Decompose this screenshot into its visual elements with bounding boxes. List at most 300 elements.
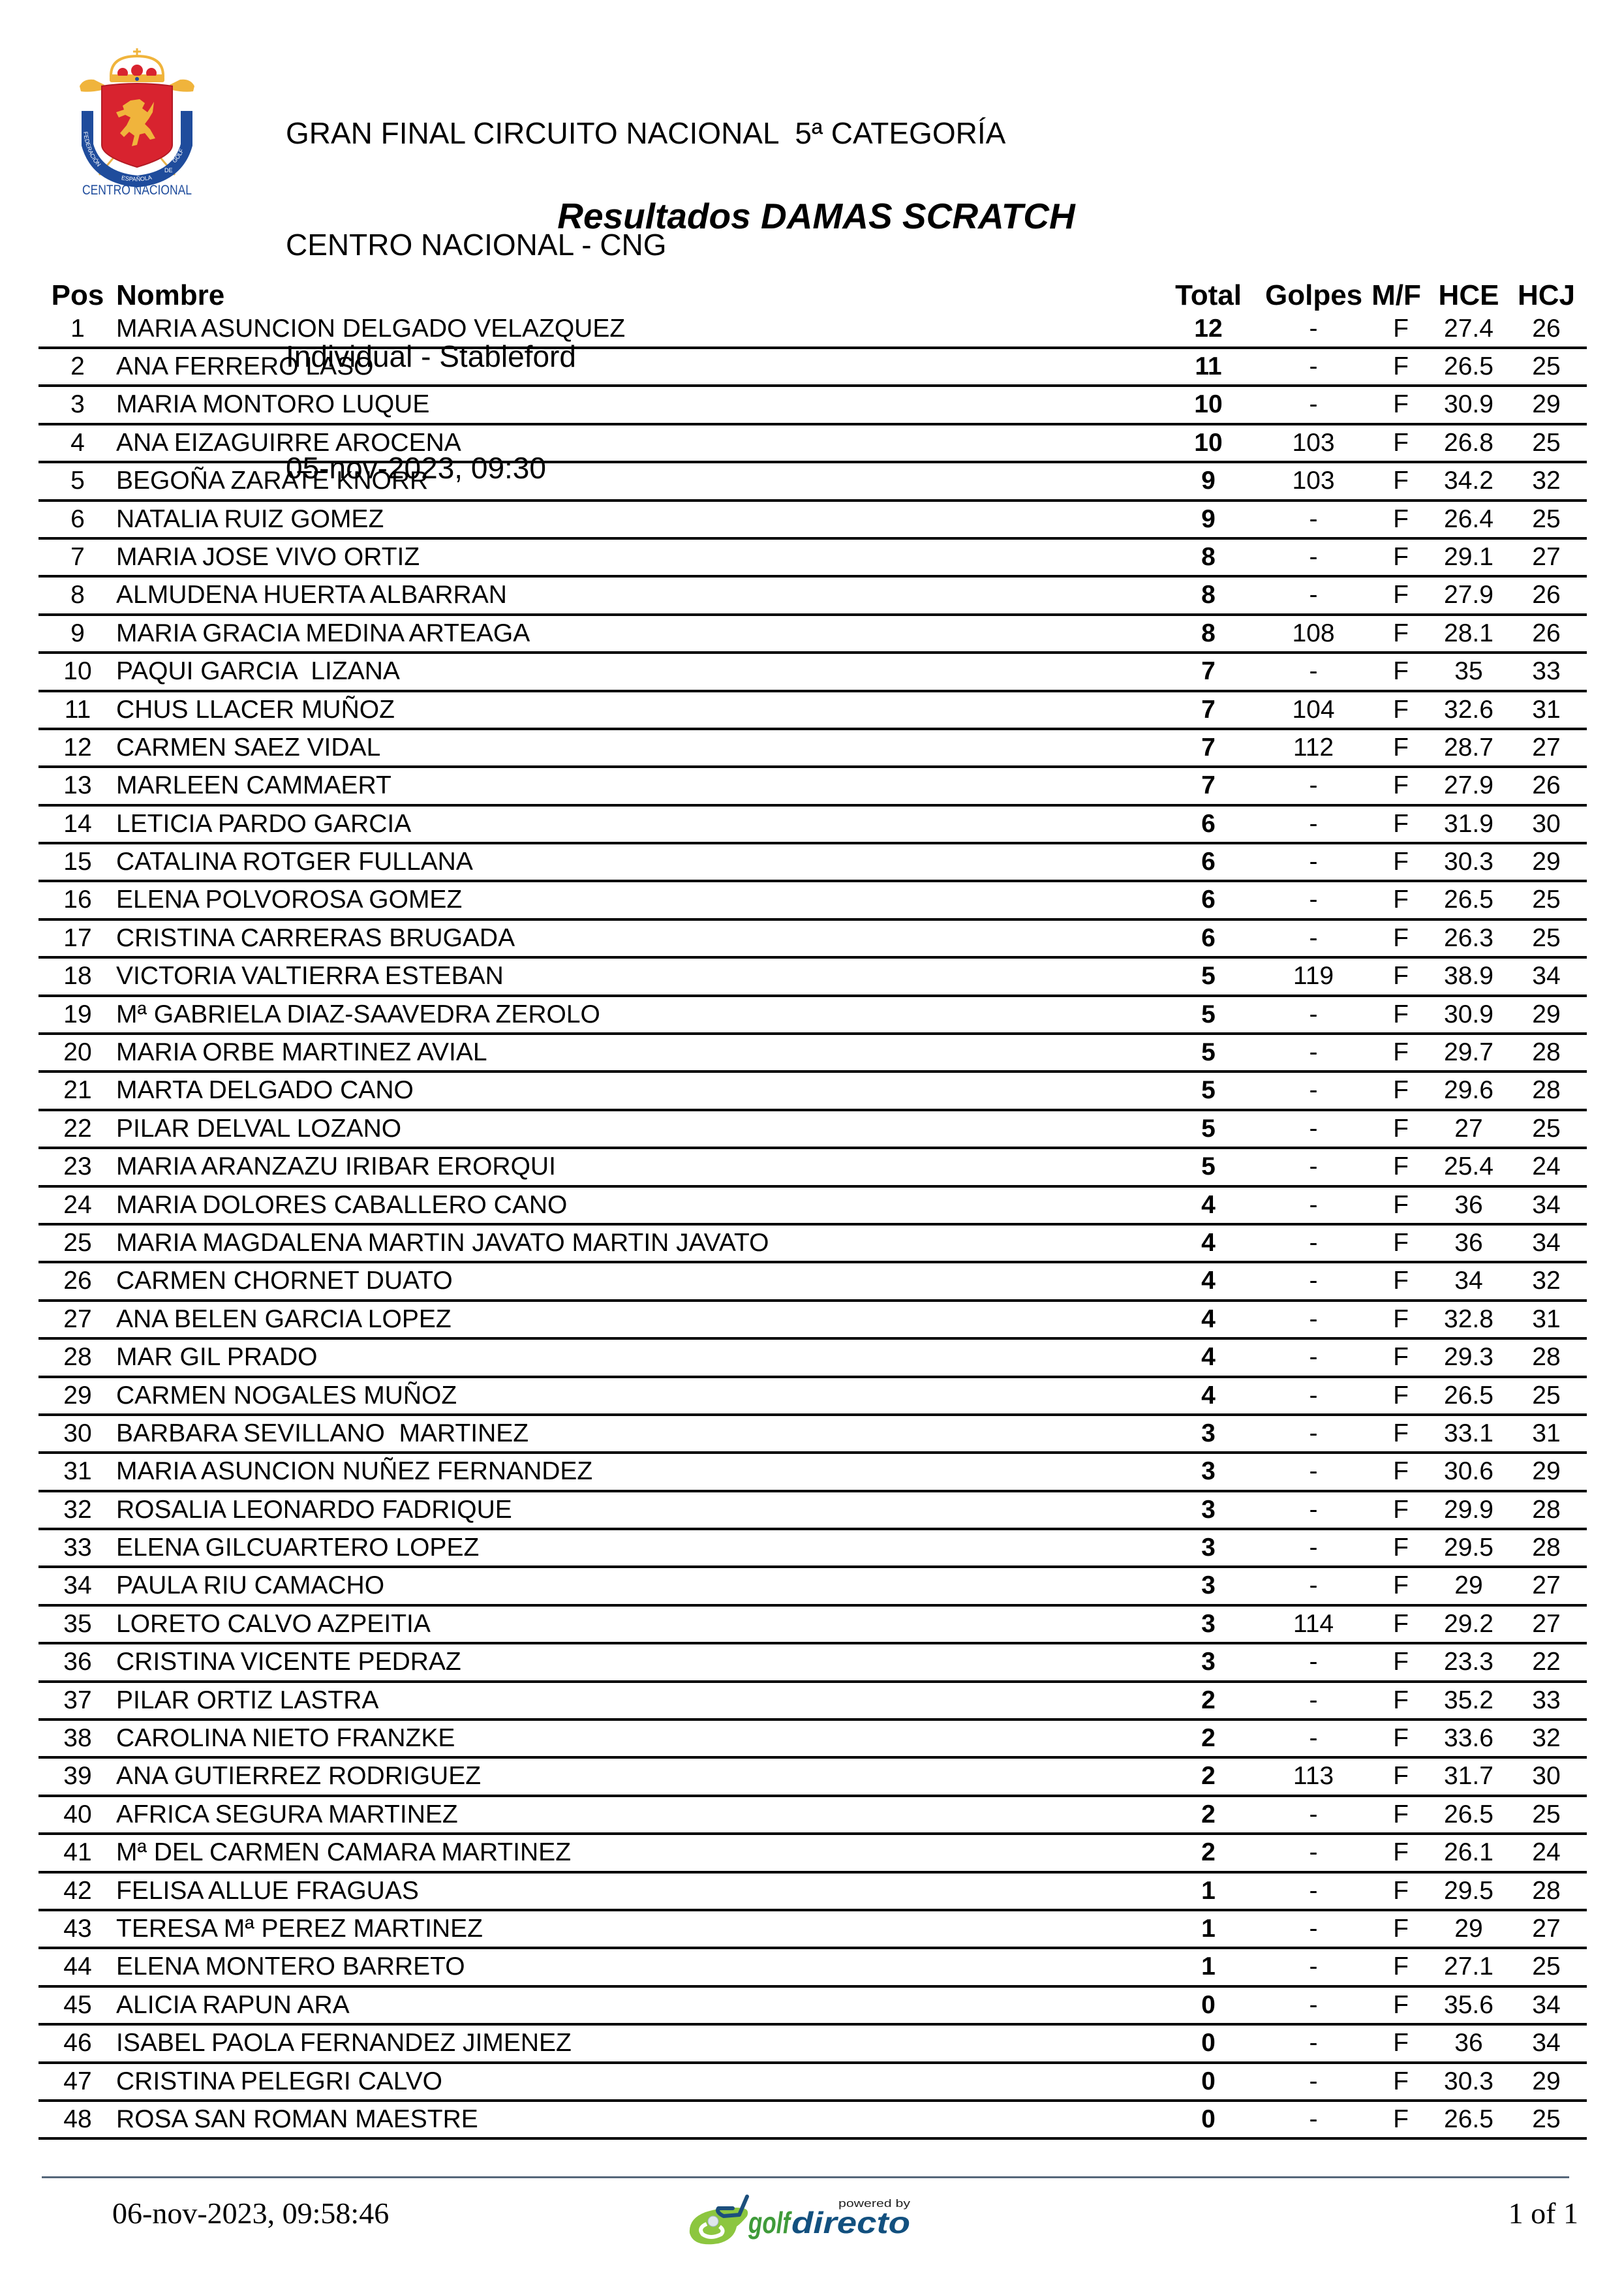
cell-total: 3 (1201, 1457, 1216, 1486)
cell-pos: 3 (70, 390, 85, 419)
table-row (38, 1378, 1587, 1416)
cell-total: 6 (1201, 886, 1216, 914)
cell-name: MAR GIL PRADO (116, 1343, 318, 1372)
cell-total: 6 (1201, 923, 1216, 952)
cell-pos: 20 (63, 1038, 92, 1067)
cell-hcj: 29 (1532, 390, 1561, 419)
cell-golpes: - (1309, 923, 1318, 952)
cell-hce: 26.5 (1444, 1800, 1494, 1828)
cell-hce: 29.3 (1444, 1343, 1494, 1372)
cell-hce: 36 (1454, 1190, 1483, 1219)
cell-golpes: - (1309, 1534, 1318, 1562)
cell-mf: F (1393, 657, 1409, 686)
cell-golpes: - (1309, 1114, 1318, 1143)
cell-hce: 29 (1454, 1571, 1483, 1600)
cell-golpes: - (1309, 771, 1318, 800)
cell-hcj: 27 (1532, 733, 1561, 762)
table-header (38, 277, 1587, 314)
crown-icon (110, 48, 164, 82)
cell-golpes: - (1309, 1038, 1318, 1067)
cell-name: MARIA JOSE VIVO ORTIZ (116, 542, 420, 571)
cell-mf: F (1393, 1304, 1409, 1333)
cell-hce: 29.5 (1444, 1876, 1494, 1905)
cell-hce: 27.4 (1444, 314, 1494, 343)
cell-mf: F (1393, 390, 1409, 419)
cell-pos: 43 (63, 1915, 92, 1943)
cell-name: MARIA ORBE MARTINEZ AVIAL (116, 1038, 487, 1067)
cell-hce: 35.2 (1444, 1686, 1494, 1714)
col-header-mf: M/F (1371, 279, 1421, 311)
cell-pos: 47 (63, 2067, 92, 2095)
cell-mf: F (1393, 314, 1409, 343)
cell-pos: 17 (63, 923, 92, 952)
cell-name: CARMEN SAEZ VIDAL (116, 733, 381, 762)
cell-name: MARLEEN CAMMAERT (116, 771, 391, 800)
cell-hcj: 26 (1532, 771, 1561, 800)
powered-by-label: powered by (838, 2197, 911, 2210)
cell-hcj: 25 (1532, 886, 1561, 914)
page-title: Resultados DAMAS SCRATCH (557, 196, 1075, 236)
cell-total: 5 (1201, 1114, 1216, 1143)
game-format: Individual - Stableford (286, 339, 576, 373)
cell-name: MARIA MONTORO LUQUE (116, 390, 430, 419)
table-row (38, 1416, 1587, 1454)
cell-total: 4 (1201, 1228, 1216, 1257)
brand-directo: directo (791, 2206, 910, 2240)
cell-pos: 9 (70, 619, 85, 647)
cell-mf: F (1393, 1571, 1409, 1600)
cell-hcj: 31 (1532, 1419, 1561, 1447)
table-row (38, 654, 1587, 692)
table-row (38, 882, 1587, 920)
cell-hce: 36 (1454, 1228, 1483, 1257)
cell-hcj: 30 (1532, 1762, 1561, 1791)
col-header-hcj: HCJ (1517, 279, 1576, 311)
cell-pos: 33 (63, 1534, 92, 1562)
cell-total: 7 (1201, 695, 1216, 724)
cell-pos: 24 (63, 1190, 92, 1219)
cell-mf: F (1393, 1152, 1409, 1181)
cell-pos: 21 (63, 1076, 92, 1105)
cell-hce: 26.5 (1444, 886, 1494, 914)
cell-hce: 26.3 (1444, 923, 1494, 952)
cell-total: 8 (1201, 542, 1216, 571)
cell-golpes: - (1309, 1838, 1318, 1867)
golf-ball-icon (708, 2216, 718, 2227)
cell-hce: 29.2 (1444, 1609, 1494, 1638)
table-row (38, 692, 1587, 730)
cell-golpes: - (1309, 886, 1318, 914)
cell-pos: 8 (70, 581, 85, 609)
printed-timestamp: 06-nov-2023, 09:58:46 (112, 2197, 390, 2230)
cell-total: 3 (1201, 1495, 1216, 1524)
cell-pos: 30 (63, 1419, 92, 1447)
cell-hcj: 28 (1532, 1076, 1561, 1105)
table-row (38, 425, 1587, 463)
cell-golpes: - (1309, 352, 1318, 380)
cell-total: 0 (1201, 2105, 1216, 2133)
cell-mf: F (1393, 1381, 1409, 1410)
cell-total: 0 (1201, 1990, 1216, 2019)
cell-hce: 38.9 (1444, 962, 1494, 991)
cell-golpes: - (1309, 2105, 1318, 2133)
cell-mf: F (1393, 1838, 1409, 1867)
table-row (38, 1988, 1587, 2026)
cell-pos: 22 (63, 1114, 92, 1143)
table-row (38, 1149, 1587, 1187)
cell-hcj: 24 (1532, 1152, 1561, 1181)
cell-name: PILAR DELVAL LOZANO (116, 1114, 402, 1143)
cell-total: 1 (1201, 1915, 1216, 1943)
cell-pos: 18 (63, 962, 92, 991)
cell-hcj: 34 (1532, 1190, 1561, 1219)
col-header-name: Nombre (116, 279, 225, 311)
table-row (38, 1492, 1587, 1530)
cell-golpes: - (1309, 1648, 1318, 1676)
cell-hcj: 29 (1532, 1457, 1561, 1486)
table-row (38, 1835, 1587, 1873)
cell-mf: F (1393, 1952, 1409, 1981)
cell-total: 2 (1201, 1838, 1216, 1867)
table-row (38, 578, 1587, 615)
cell-name: ISABEL PAOLA FERNANDEZ JIMENEZ (116, 2029, 572, 2058)
cell-name: Mª GABRIELA DIAZ-SAAVEDRA ZEROLO (116, 1000, 600, 1028)
cell-hcj: 26 (1532, 619, 1561, 647)
golfdirecto-logo (687, 2193, 912, 2247)
col-header-total: Total (1175, 279, 1242, 311)
cell-hcj: 27 (1532, 1609, 1561, 1638)
table-row (38, 997, 1587, 1035)
cell-pos: 26 (63, 1267, 92, 1295)
cell-name: MARIA ARANZAZU IRIBAR ERORQUI (116, 1152, 556, 1181)
ribbon-text-right: GOLF (171, 147, 185, 164)
cell-total: 5 (1201, 1000, 1216, 1028)
event-name: GRAN FINAL CIRCUITO NACIONAL 5ª CATEGORÍA (286, 116, 1006, 150)
cell-pos: 7 (70, 542, 85, 571)
cell-golpes: 112 (1293, 733, 1334, 762)
cell-hcj: 24 (1532, 1838, 1561, 1867)
footer-divider (42, 2176, 1569, 2178)
cell-hce: 36 (1454, 2029, 1483, 2058)
cell-mf: F (1393, 1648, 1409, 1676)
cell-total: 4 (1201, 1381, 1216, 1410)
cell-hce: 26.1 (1444, 1838, 1494, 1867)
table-row (38, 959, 1587, 996)
cell-golpes: - (1309, 1190, 1318, 1219)
cell-total: 0 (1201, 2029, 1216, 2058)
cell-mf: F (1393, 1190, 1409, 1219)
cell-name: ALICIA RAPUN ARA (116, 1990, 350, 2019)
cell-total: 5 (1201, 1152, 1216, 1181)
cell-name: ROSALIA LEONARDO FADRIQUE (116, 1495, 512, 1524)
cell-mf: F (1393, 1724, 1409, 1753)
cell-mf: F (1393, 1762, 1409, 1791)
cell-golpes: - (1309, 1800, 1318, 1828)
cell-mf: F (1393, 848, 1409, 876)
cell-hce: 26.5 (1444, 1381, 1494, 1410)
table-row (38, 502, 1587, 540)
table-row (38, 2102, 1587, 2140)
cell-name: VICTORIA VALTIERRA ESTEBAN (116, 962, 504, 991)
cell-hcj: 25 (1532, 923, 1561, 952)
cell-total: 1 (1201, 1876, 1216, 1905)
cell-hce: 32.6 (1444, 695, 1494, 724)
cell-total: 12 (1194, 314, 1223, 343)
cell-mf: F (1393, 923, 1409, 952)
cell-name: CRISTINA VICENTE PEDRAZ (116, 1648, 461, 1676)
cell-golpes: - (1309, 314, 1318, 343)
cell-pos: 39 (63, 1762, 92, 1791)
cell-mf: F (1393, 733, 1409, 762)
table-row (38, 2064, 1587, 2102)
cell-name: CHUS LLACER MUÑOZ (116, 695, 395, 724)
cell-total: 10 (1194, 390, 1223, 419)
cell-mf: F (1393, 1228, 1409, 1257)
cell-total: 3 (1201, 1571, 1216, 1600)
cell-hcj: 32 (1532, 467, 1561, 495)
cell-hcj: 27 (1532, 542, 1561, 571)
cell-total: 2 (1201, 1686, 1216, 1714)
cell-total: 3 (1201, 1534, 1216, 1562)
cell-name: MARIA ASUNCION DELGADO VELAZQUEZ (116, 314, 626, 343)
cell-pos: 41 (63, 1838, 92, 1867)
cell-name: LORETO CALVO AZPEITIA (116, 1609, 431, 1638)
cell-hce: 23.3 (1444, 1648, 1494, 1676)
cell-hce: 30.3 (1444, 2067, 1494, 2095)
ribbon-text-bottom: ESPAÑOLA (121, 174, 153, 183)
table-row (38, 1721, 1587, 1759)
table-row (38, 1226, 1587, 1263)
cell-total: 11 (1195, 352, 1222, 380)
ribbon-text-de: DE (164, 167, 173, 174)
cell-pos: 25 (63, 1228, 92, 1257)
cell-pos: 12 (63, 733, 92, 762)
cell-golpes: - (1309, 1304, 1318, 1333)
cell-pos: 38 (63, 1724, 92, 1753)
cell-hcj: 33 (1532, 1686, 1561, 1714)
venue: CENTRO NACIONAL - CNG (286, 228, 667, 262)
cell-hcj: 25 (1532, 2105, 1561, 2133)
cell-mf: F (1393, 467, 1409, 495)
cell-mf: F (1393, 1876, 1409, 1905)
cell-hce: 35.6 (1444, 1990, 1494, 2019)
col-header-golpes: Golpes (1265, 279, 1363, 311)
cell-hce: 29.1 (1444, 542, 1494, 571)
cell-golpes: - (1309, 390, 1318, 419)
cell-hce: 27.9 (1444, 581, 1494, 609)
cell-total: 6 (1201, 809, 1216, 838)
cell-total: 3 (1201, 1609, 1216, 1638)
cell-total: 7 (1201, 733, 1216, 762)
cell-pos: 34 (63, 1571, 92, 1600)
cell-hce: 29.7 (1444, 1038, 1494, 1067)
cell-mf: F (1393, 1990, 1409, 2019)
cell-name: Mª DEL CARMEN CAMARA MARTINEZ (116, 1838, 572, 1867)
cell-hcj: 28 (1532, 1534, 1561, 1562)
cell-mf: F (1393, 619, 1409, 647)
cell-golpes: - (1309, 1915, 1318, 1943)
cell-golpes: - (1309, 504, 1318, 533)
cell-pos: 46 (63, 2029, 92, 2058)
cell-hcj: 31 (1532, 1304, 1561, 1333)
cell-hcj: 32 (1532, 1724, 1561, 1753)
cell-golpes: - (1309, 581, 1318, 609)
cell-mf: F (1393, 1038, 1409, 1067)
table-row (38, 616, 1587, 654)
cell-hce: 29 (1454, 1915, 1483, 1943)
cell-name: MARIA GRACIA MEDINA ARTEAGA (116, 619, 530, 647)
table-row (38, 1949, 1587, 1987)
cell-hcj: 25 (1532, 1114, 1561, 1143)
cell-golpes: - (1309, 809, 1318, 838)
cell-hcj: 25 (1532, 428, 1561, 457)
table-row (38, 1530, 1587, 1568)
cell-name: MARIA MAGDALENA MARTIN JAVATO MARTIN JAVATO (116, 1228, 769, 1257)
cell-hce: 27.9 (1444, 771, 1494, 800)
cell-hce: 28.7 (1444, 733, 1494, 762)
cell-mf: F (1393, 1343, 1409, 1372)
cell-golpes: - (1309, 1267, 1318, 1295)
cell-golpes: - (1309, 2029, 1318, 2058)
page-number: 1 of 1 (1508, 2197, 1578, 2230)
cell-hcj: 28 (1532, 1038, 1561, 1067)
cell-mf: F (1393, 428, 1409, 457)
cell-name: ANA FERRERO LASO (116, 352, 374, 380)
cell-total: 7 (1201, 657, 1216, 686)
cell-hcj: 29 (1532, 2067, 1561, 2095)
table-row (38, 1302, 1587, 1340)
cell-hcj: 30 (1532, 809, 1561, 838)
cell-golpes: - (1309, 1419, 1318, 1447)
cell-pos: 11 (64, 695, 91, 724)
table-row (38, 1644, 1587, 1682)
cell-total: 0 (1201, 2067, 1216, 2095)
cell-hce: 26.5 (1444, 2105, 1494, 2133)
cell-total: 8 (1201, 619, 1216, 647)
cell-mf: F (1393, 1000, 1409, 1028)
cell-hce: 26.4 (1444, 504, 1494, 533)
cell-pos: 36 (63, 1648, 92, 1676)
cell-mf: F (1393, 1495, 1409, 1524)
cell-mf: F (1393, 581, 1409, 609)
cell-total: 9 (1201, 504, 1216, 533)
cell-hce: 34 (1454, 1267, 1483, 1295)
table-row (38, 540, 1587, 578)
cell-pos: 19 (63, 1000, 92, 1028)
table-row (38, 844, 1587, 882)
cell-hce: 27 (1454, 1114, 1483, 1143)
cell-name: MARIA DOLORES CABALLERO CANO (116, 1190, 568, 1219)
cell-name: PILAR ORTIZ LASTRA (116, 1686, 379, 1714)
cell-golpes: - (1309, 1952, 1318, 1981)
ribbon-text-left: FEDERACIÓN (82, 131, 102, 168)
cell-hce: 33.1 (1444, 1419, 1494, 1447)
cell-hcj: 22 (1532, 1648, 1561, 1676)
crest-caption: CENTRO NACIONAL (82, 183, 192, 197)
cell-golpes: - (1309, 1686, 1318, 1714)
cell-name: CARMEN CHORNET DUATO (116, 1267, 453, 1295)
table-row (38, 807, 1587, 844)
cell-name: CRISTINA CARRERAS BRUGADA (116, 923, 515, 952)
cell-total: 3 (1201, 1648, 1216, 1676)
cell-hcj: 33 (1532, 657, 1561, 686)
cell-pos: 37 (63, 1686, 92, 1714)
table-row (38, 463, 1587, 501)
federation-crest-logo (77, 47, 197, 197)
cell-mf: F (1393, 1267, 1409, 1295)
cell-pos: 2 (70, 352, 85, 380)
cell-hce: 32.8 (1444, 1304, 1494, 1333)
cell-hce: 27.1 (1444, 1952, 1494, 1981)
brand-golf: golf (748, 2206, 793, 2240)
cell-total: 9 (1201, 467, 1216, 495)
cell-name: FELISA ALLUE FRAGUAS (116, 1876, 419, 1905)
cell-name: ALMUDENA HUERTA ALBARRAN (116, 581, 507, 609)
cell-pos: 14 (63, 809, 92, 838)
cell-hcj: 26 (1532, 581, 1561, 609)
cell-mf: F (1393, 1457, 1409, 1486)
cell-total: 2 (1201, 1724, 1216, 1753)
cell-golpes: 103 (1292, 467, 1335, 495)
cell-mf: F (1393, 695, 1409, 724)
cell-pos: 42 (63, 1876, 92, 1905)
cell-golpes: - (1309, 1724, 1318, 1753)
cell-hce: 29.6 (1444, 1076, 1494, 1105)
cell-name: ANA GUTIERREZ RODRIGUEZ (116, 1762, 482, 1791)
table-row (38, 768, 1587, 806)
cell-name: ELENA POLVOROSA GOMEZ (116, 886, 463, 914)
cell-hcj: 26 (1532, 314, 1561, 343)
cell-golpes: - (1309, 1571, 1318, 1600)
cell-mf: F (1393, 1534, 1409, 1562)
cell-total: 10 (1194, 428, 1223, 457)
cell-hcj: 28 (1532, 1876, 1561, 1905)
table-row (38, 1188, 1587, 1226)
cell-hce: 28.1 (1444, 619, 1494, 647)
cell-hcj: 25 (1532, 504, 1561, 533)
cell-name: PAULA RIU CAMACHO (116, 1571, 385, 1600)
cell-mf: F (1393, 1686, 1409, 1714)
cell-pos: 10 (63, 657, 92, 686)
table-row (38, 349, 1587, 387)
cell-hce: 30.9 (1444, 1000, 1494, 1028)
cell-name: NATALIA RUIZ GOMEZ (116, 504, 384, 533)
cell-golpes: - (1309, 657, 1318, 686)
cell-mf: F (1393, 542, 1409, 571)
table-row (38, 2026, 1587, 2063)
cell-mf: F (1393, 2029, 1409, 2058)
cell-pos: 45 (63, 1990, 92, 2019)
table-row (38, 1911, 1587, 1949)
cell-mf: F (1393, 2067, 1409, 2095)
cell-pos: 4 (70, 428, 85, 457)
cell-mf: F (1393, 1800, 1409, 1828)
cell-total: 4 (1201, 1343, 1216, 1372)
cell-total: 3 (1201, 1419, 1216, 1447)
cell-pos: 28 (63, 1343, 92, 1372)
cell-pos: 44 (63, 1952, 92, 1981)
cell-hce: 25.4 (1444, 1152, 1494, 1181)
cell-name: LETICIA PARDO GARCIA (116, 809, 412, 838)
cell-mf: F (1393, 962, 1409, 991)
cell-hce: 29.5 (1444, 1534, 1494, 1562)
table-row (38, 1263, 1587, 1301)
cell-mf: F (1393, 504, 1409, 533)
table-row (38, 1454, 1587, 1492)
cell-golpes: - (1309, 1457, 1318, 1486)
cell-pos: 35 (63, 1609, 92, 1638)
table-row (38, 1607, 1587, 1644)
